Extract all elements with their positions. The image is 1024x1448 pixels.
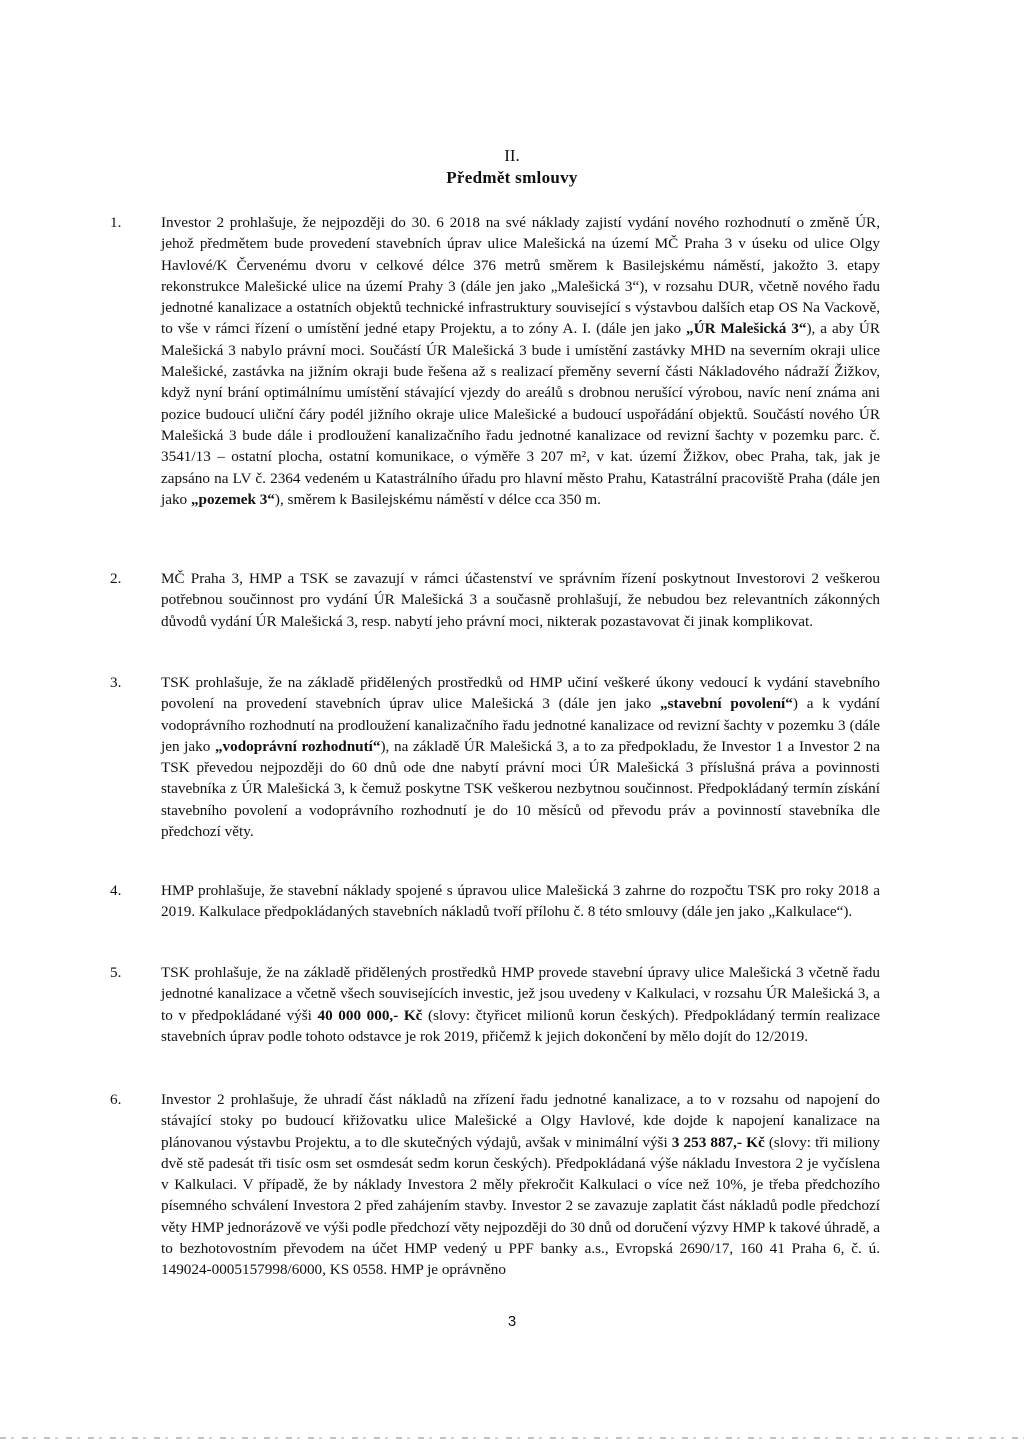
clause-text-part: ) a k vydání vodoprávního rozhodnutí na prodloužení kanalizačního řadu jednotné kanalizace od revizní šachty v pozemku 3 (dále jen jako <box>161 695 880 755</box>
clause-number: 2. <box>110 570 122 587</box>
clause-text-part: ), na základě ÚR Malešická 3, a to za předpokladu, že Investor 1 a Investor 2 na TSK převedou nejpozději do 60 dnů ode dne nabytí právní moci ÚR Malešická 3 příslušná práva a povinnosti stavebníka z ÚR Malešická 3, k čemuž poskytne TSK veškerou nezbytnou součinnost. Předpokládaný termín získání stavebního povolení a vodoprávního rozhodnutí je do 10 měsíců od převodu práv a povinností stavebníka dle předchozí věty. <box>161 737 880 841</box>
clause-number: 5. <box>110 964 122 981</box>
clause-text-part: ), směrem k Basilejskému náměstí v délce cca 350 m. <box>274 490 601 508</box>
clause-text-part: ), a aby ÚR Malešická 3 nabylo právní moci. Součástí ÚR Malešická 3 bude i umístění zastávky MHD na severním okraji ulice Malešické, zastávka na jižním okraji bude řešena až s realizací přeměny severní části Nákladového nádraží Žižkov, když nyní brání optimálnímu umístění stávající vjezdy do areálů s drobnou nerušící výrobou, navíc není známa ani pozice budoucí uliční čáry podél jižního okraje ulice Malešické a budoucí uspořádání objektů. Součástí nového ÚR Malešická 3 bude dále i prodloužení kanalizačního řadu jednotné kanalizace od revizní šachty v pozemku parc. č. 3541/13 – ostatní plocha, ostatní komunikace, o výměře 3 207 m², v kat. území Žižkov, obec Praha, tak, jak je zapsáno na LV č. 2364 vedeném u Katastrálního úřadu pro hlavní město Prahu, Katastrální pracoviště Praha (dále jen jako <box>161 320 881 508</box>
clause-text-part: HMP prohlašuje, že stavební náklady spojené s úpravou ulice Malešická 3 zahrne do rozpočtu TSK pro roky 2018 a 2019. Kalkulace předpokládaných stavebních nákladů tvoří přílohu č. 8 této smlouvy (dále jen jako „Kalkulace“). <box>161 882 880 921</box>
section-title: Předmět smlouvy <box>446 168 578 187</box>
clause-text <box>161 880 880 923</box>
clause-text-part: (slovy: tři miliony dvě stě padesát tři tisíc osm set osmdesát sedm korun českých). Předpokládaná výše nákladu Investora 2 je vyčíslena v Kalkulaci. V případě, že by náklady Investora 2 měly překročit Kalkulaci o více než 10%, je třeba předchozího písemného schválení Investora 2 před zahájením stavby. Investor 2 se zavazuje zaplatit část nákladů podle předchozí věty HMP jednorázově ve výši podle předchozí věty nejpozději do 30 dnů od doručení výzvy HMP k takové úhradě, a to bezhotovostním převodem na účet HMP vedený u PPF banky a.s., Evropská 2690/17, 160 41 Praha 6, č. ú. 149024-0005157998/6000, KS 0558. HMP je oprávněno <box>161 1133 880 1279</box>
defined-term: „ÚR Malešická 3“ <box>686 320 807 338</box>
clause-number: 6. <box>110 1091 122 1108</box>
amount: 3 253 887,- Kč <box>671 1133 765 1151</box>
section-number: II. <box>504 146 520 165</box>
clause-text-part: TSK prohlašuje, že na základě přidělených prostředků HMP provede stavební úpravy ulice Malešická 3 včetně řadu jednotné kanalizace a včetně všech souvisejících investic, jež jsou uvedeny v Kalkulaci, v rozsahu ÚR Malešická 3, a to v předpokládané výši <box>161 964 880 1024</box>
clause-text-part: Investor 2 prohlašuje, že nejpozději do 30. 6 2018 na své náklady zajistí vydání nového rozhodnutí o změně ÚR, jehož předmětem bude provedení stavebních úprav ulice Malešická na území MČ Praha 3 v úseku od ulice Olgy Havlové/K Červenému dvoru v celkové délce 376 metrů směrem k Basilejskému náměstí, jakožto 3. etapy rekonstrukce Malešické ulice na území Prahy 3 (dále jen jako „Malešická 3“), v rozsahu DUR, včetně nového řadu jednotné kanalizace a ostatních objektů technické infrastruktury související s výstavbou dalších etap OS Na Vackově, to vše v rámci řízení o umístění jedné etapy Projektu, a to zóny A. I. (dále jen jako <box>161 214 880 338</box>
scan-artifact-line <box>0 1437 1024 1439</box>
page-number: 3 <box>507 1313 517 1330</box>
defined-term: „vodoprávní rozhodnutí“ <box>214 737 381 755</box>
clause-text-part: MČ Praha 3, HMP a TSK se zavazují v rámci účastenství ve správním řízení poskytnout Investorovi 2 veškerou potřebnou součinnost pro vydání ÚR Malešická 3 a současně prohlašují, že nebudou bez relevantních zákonných důvodů vydání ÚR Malešická 3, resp. nabytí jeho právní moci, nikterak pozastavovat či jinak komplikovat. <box>161 570 880 630</box>
clause-text <box>161 212 880 510</box>
defined-term: „stavební povolení“ <box>660 695 793 713</box>
defined-term: „pozemek 3“ <box>190 490 275 508</box>
clause-number: 3. <box>110 674 122 691</box>
clause-number: 1. <box>110 214 122 231</box>
clause-text-part: TSK prohlašuje, že na základě přidělených prostředků od HMP učiní veškeré úkony vedoucí k vydání stavebního povolení na provedení stavebních úprav ulice Malešická 3 (dále jen jako <box>161 674 880 713</box>
clause-text <box>161 1089 880 1281</box>
clause-text-part: Investor 2 prohlašuje, že uhradí část nákladů na zřízení řadu jednotné kanalizace, a to v rozsahu od napojení do stávající stoky po budoucí křižovatku ulice Malešické a Olgy Havlové, kde dojde k napojení kanalizace na plánovanou výstavbu Projektu, a to dle skutečných výdajů, avšak v minimální výši <box>161 1091 880 1151</box>
clause-text <box>161 568 880 632</box>
clause-text <box>161 672 880 842</box>
amount: 40 000 000,- Kč <box>317 1006 423 1024</box>
clause-text-part: (slovy: čtyřicet milionů korun českých). Předpokládaný termín realizace stavebních úprav podle tohoto odstavce je rok 2019, přičemž k jejich dokončení by mělo dojít do 12/2019. <box>161 1006 880 1045</box>
clause-number: 4. <box>110 882 122 899</box>
clause-text <box>161 962 880 1047</box>
